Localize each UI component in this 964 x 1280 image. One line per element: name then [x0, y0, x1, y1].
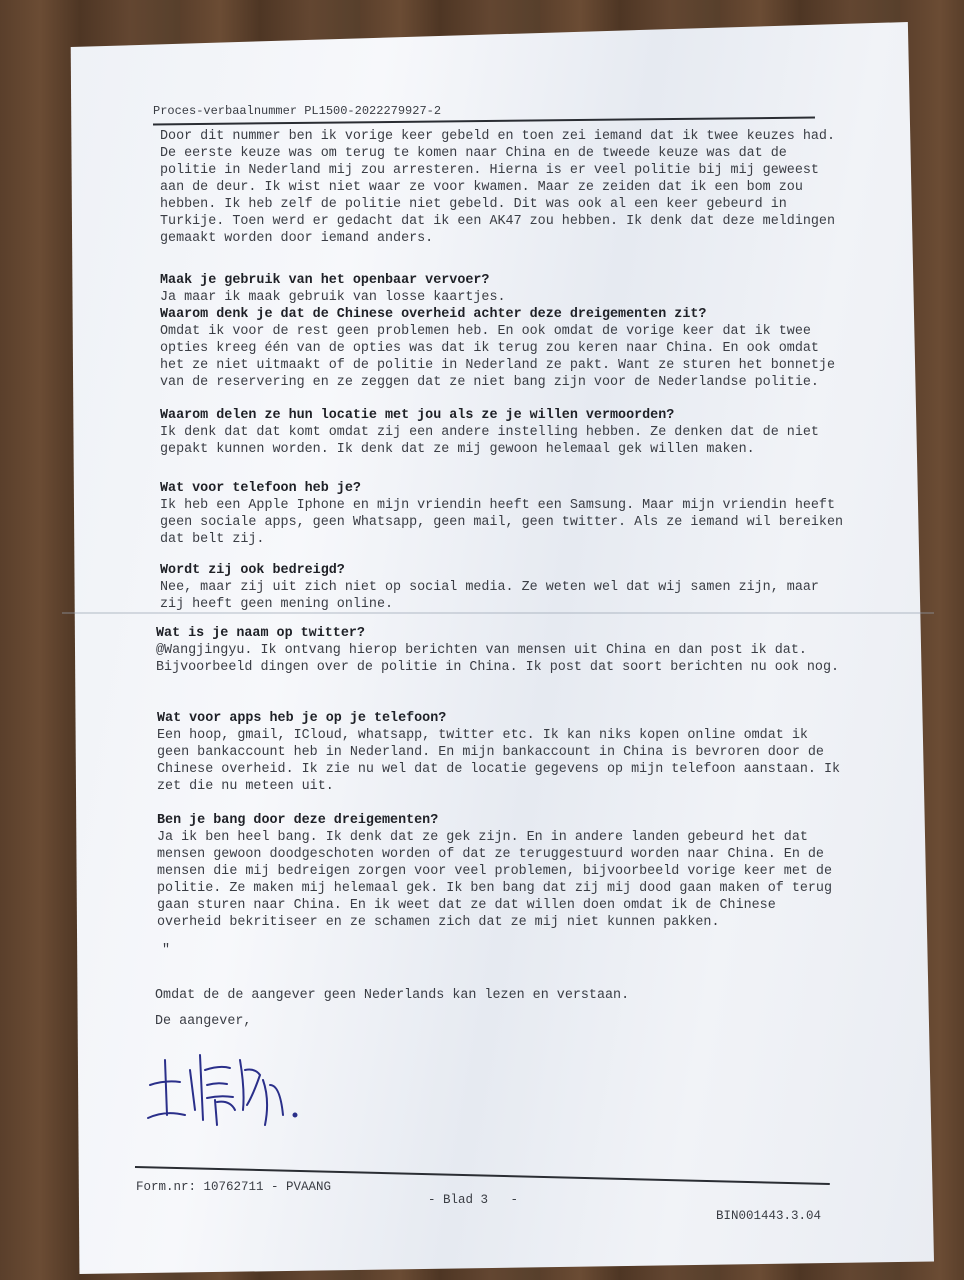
form-number: Form.nr: 10762711 - PVAANG: [136, 1180, 332, 1194]
answer-line: politie. Ze maken mij helemaal gek. Ik ben bang dat zij mij dood gaan maken of terug: [157, 881, 832, 896]
qa-block: [156, 625, 839, 676]
answer-line: Ik heb een Apple Iphone en mijn vriendin heeft een Samsung. Maar mijn vriendin heeft: [160, 498, 835, 513]
qa-block: [160, 306, 835, 391]
qa-block: [160, 480, 843, 548]
answer-line: overheid bekritiseer en ze schamen zich dat ze mij niet kunnen pakken.: [157, 915, 720, 930]
signatory-label: De aangever,: [155, 1014, 252, 1029]
text-line: gemaakt worden door iemand anders.: [160, 231, 434, 246]
question: Wat voor telefoon heb je?: [160, 481, 361, 496]
answer-line: mensen gewoon doodgeschoten worden of dat ze teruggestuurd worden naar China. En de: [157, 847, 824, 862]
signature: [145, 1040, 315, 1130]
answer-line: geen bankaccount heb in Nederland. En mijn bankaccount in China is bevroren door de: [157, 745, 824, 760]
closing-note: Omdat de de aangever geen Nederlands kan lezen en verstaan.: [155, 988, 630, 1003]
page-number: - Blad 3 -: [428, 1193, 519, 1207]
intro-paragraph: [160, 128, 835, 247]
answer-line: het ze niet uitmaakt of de politie in Nederland ze pakt. Want ze sturen het bonnetje: [160, 358, 835, 373]
answer-line: Ja maar ik maak gebruik van losse kaartjes.: [160, 290, 506, 305]
answer-line: opties kreeg één van de opties was dat ik terug zou keren naar China. En ook omdat: [160, 341, 819, 356]
answer-line: Omdat ik voor de rest geen problemen heb. En ook omdat de vorige keer dat ik twee: [160, 324, 811, 339]
case-number: Proces-verbaalnummer PL1500-2022279927-2: [153, 104, 442, 118]
answer-line: Nee, maar zij uit zich niet op social media. Ze weten wel dat wij samen zijn, maar: [160, 580, 819, 595]
answer-line: Bijvoorbeeld dingen over de politie in China. Ik post dat soort berichten nu ook nog.: [156, 660, 840, 675]
answer-line: mensen die mij bedreigen zorgen voor veel problemen, bijvoorbeeld vorige keer met de: [157, 864, 832, 879]
text-line: hebben. Ik heb zelf de politie niet gebeld. Dit was ook al een keer gebeurd in: [160, 197, 787, 212]
text-line: De eerste keuze was om terug te komen naar China en de tweede keuze was dat de: [160, 146, 787, 161]
answer-line: zet die nu meteen uit.: [157, 779, 334, 794]
text-line: Door dit nummer ben ik vorige keer gebeld en toen zei iemand dat ik twee keuzes had.: [160, 129, 835, 144]
qa-block: [160, 272, 506, 306]
answer-line: @Wangjingyu. Ik ontvang hierop berichten van mensen uit China en dan post ik dat.: [156, 643, 807, 658]
document-code: BIN001443.3.04: [716, 1209, 822, 1223]
answer-line: gepakt kunnen worden. Ik denk dat ze mij gewoon helemaal gek willen maken.: [160, 442, 755, 457]
answer-line: Ja ik ben heel bang. Ik denk dat ze gek zijn. En in andere landen gebeurd het dat: [157, 830, 808, 845]
qa-block: [157, 812, 832, 931]
answer-line: Chinese overheid. Ik zie nu wel dat de locatie gegevens op mijn telefoon aanstaan. Ik: [157, 762, 841, 777]
question: Waarom delen ze hun locatie met jou als ze je willen vermoorden?: [160, 408, 675, 423]
question: Waarom denk je dat de Chinese overheid achter deze dreigementen zit?: [160, 307, 707, 322]
answer-line: van de reservering en ze zeggen dat ze niet bang zijn voor de Nederlandse politie.: [160, 375, 819, 390]
question: Wat voor apps heb je op je telefoon?: [157, 711, 447, 726]
qa-block: [160, 407, 819, 458]
qa-block: [160, 562, 819, 613]
answer-line: Ik denk dat dat komt omdat zij een andere instelling hebben. Ze denken dat de niet: [160, 425, 819, 440]
text-line: aan de deur. Ik wist niet waar ze voor kwamen. Maar ze zeiden dat ik een bom zou: [160, 180, 803, 195]
answer-line: Een hoop, gmail, ICloud, whatsapp, twitter etc. Ik kan niks kopen online omdat ik: [157, 728, 808, 743]
text-line: politie in Nederland mij zou arresteren. Hierna is er veel politie bij mij geweest: [160, 163, 819, 178]
answer-line: geen sociale apps, geen Whatsapp, geen mail, geen twitter. Als ze iemand wil bereiken: [160, 515, 844, 530]
answer-line: gaan sturen naar China. En ik weet dat ze dat willen doen omdat ik de Chinese: [157, 898, 776, 913]
question: Ben je bang door deze dreigementen?: [157, 813, 439, 828]
question: Wordt zij ook bedreigd?: [160, 563, 345, 578]
closing-quote: ": [162, 943, 171, 958]
answer-line: dat belt zij.: [160, 532, 265, 547]
question: Wat is je naam op twitter?: [156, 626, 365, 641]
text-line: Turkije. Toen werd er gedacht dat ik een AK47 zou hebben. Ik denk dat deze meldingen: [160, 214, 835, 229]
qa-block: [157, 710, 840, 795]
question: Maak je gebruik van het openbaar vervoer?: [160, 273, 490, 288]
answer-line: zij heeft geen mening online.: [160, 597, 394, 612]
